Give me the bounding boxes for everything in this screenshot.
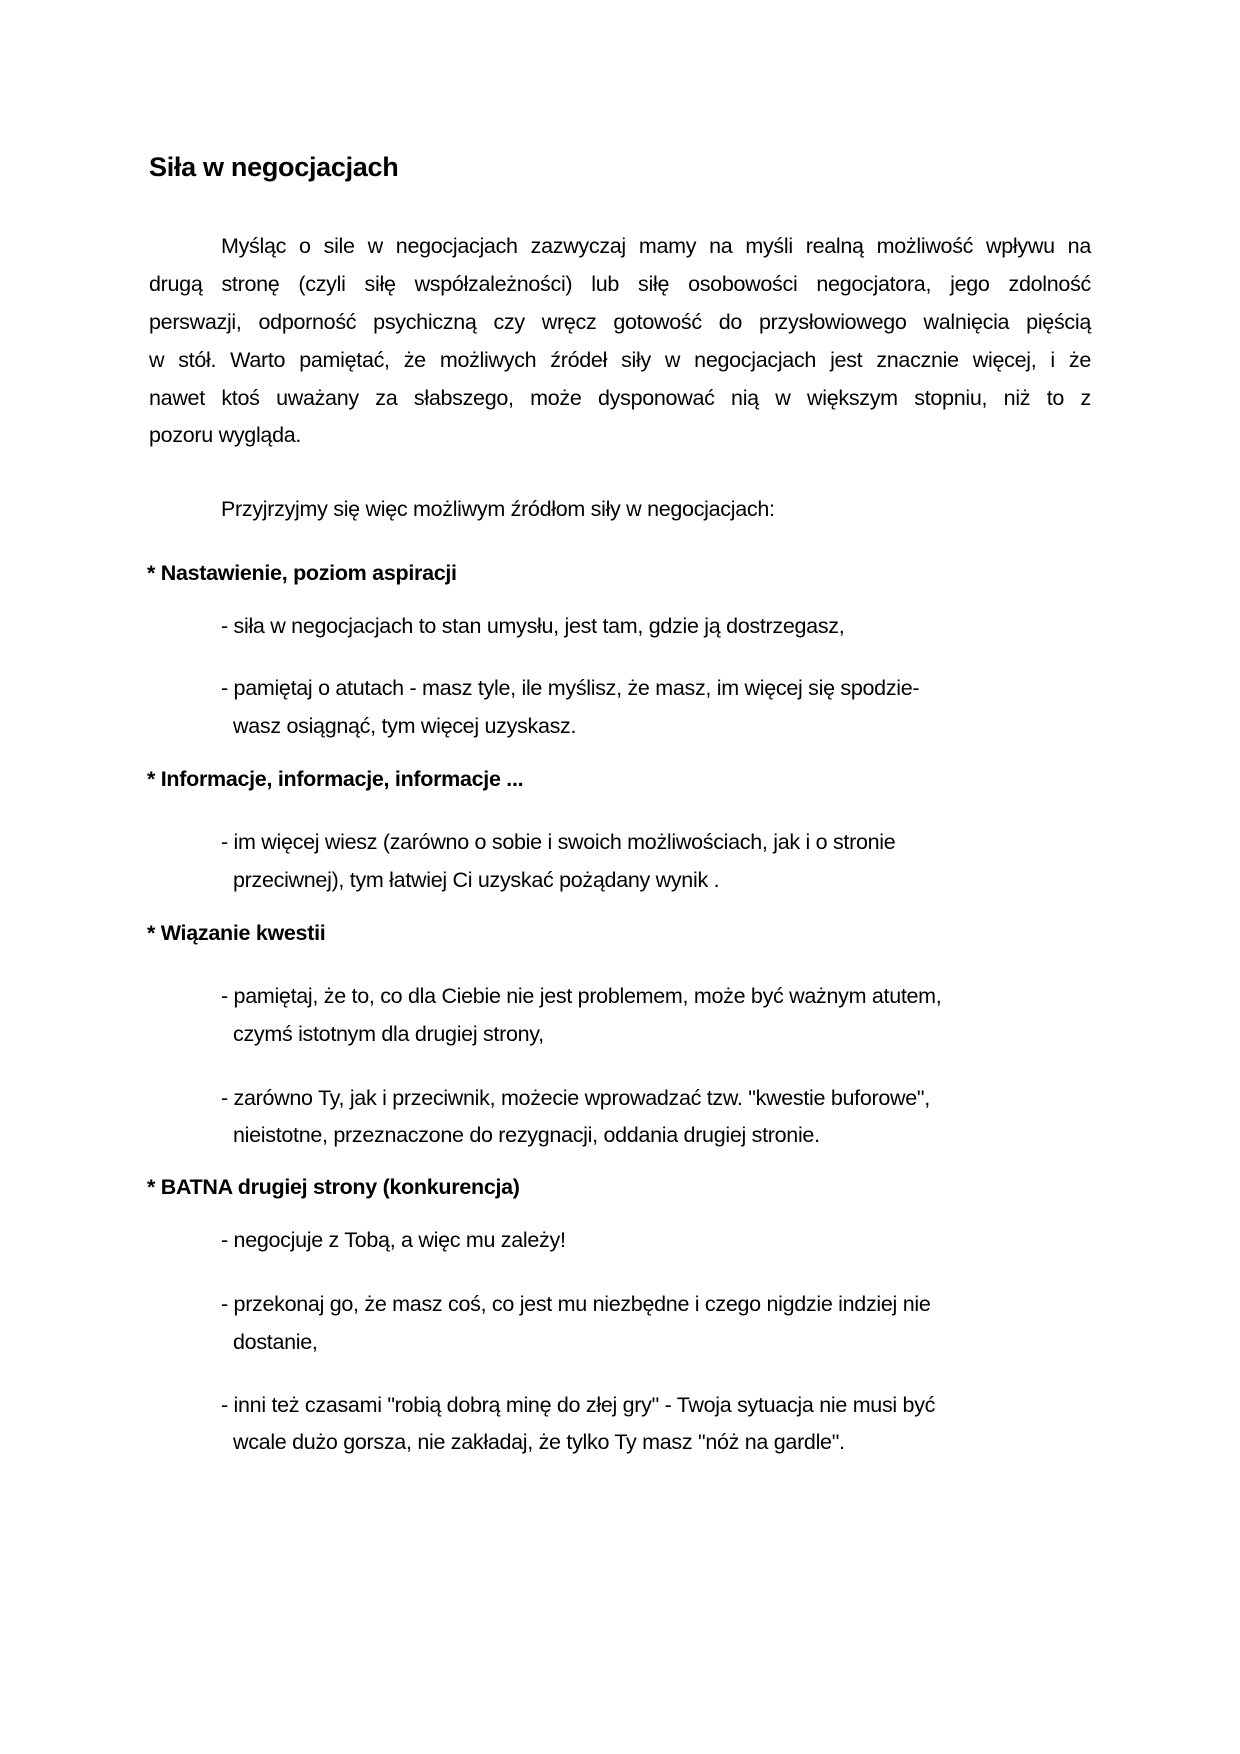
section-heading: * Nastawienie, poziom aspiracji <box>147 561 457 585</box>
section-heading: * BATNA drugiej strony (konkurencja) <box>147 1175 520 1199</box>
intro-line: w stół. Warto pamiętać, że możliwych źródeł siły w negocjacjach jest znacznie więcej, i że <box>149 348 1091 372</box>
bullet-line: - siła w negocjacjach to stan umysłu, jest tam, gdzie ją dostrzegasz, <box>221 614 845 638</box>
bullet-line: - pamiętaj, że to, co dla Ciebie nie jest problemem, może być ważnym atutem, <box>221 984 942 1008</box>
intro-line: nawet ktoś uważany za słabszego, może dysponować nią w większym stopniu, niż to z <box>149 386 1091 410</box>
bullet-line: dostanie, <box>233 1330 318 1354</box>
section-heading: * Informacje, informacje, informacje ... <box>147 767 524 791</box>
bullet-line: czymś istotnym dla drugiej strony, <box>233 1022 544 1046</box>
bullet-line: - przekonaj go, że masz coś, co jest mu niezbędne i czego nigdzie indziej nie <box>221 1292 931 1316</box>
bullet-line: przeciwnej), tym łatwiej Ci uzyskać pożądany wynik . <box>233 868 720 892</box>
lead-sentence: Przyjrzyjmy się więc możliwym źródłom siły w negocjacjach: <box>221 497 775 521</box>
intro-line: perswazji, odporność psychiczną czy wręcz gotowość do przysłowiowego walnięcia pięścią <box>149 310 1091 334</box>
bullet-line: - inni też czasami "robią dobrą minę do złej gry" - Twoja sytuacja nie musi być <box>221 1393 936 1417</box>
bullet-line: nieistotne, przeznaczone do rezygnacji, oddania drugiej stronie. <box>233 1123 820 1147</box>
section-heading: * Wiązanie kwestii <box>147 921 326 945</box>
document-title: Siła w negocjacjach <box>149 152 399 182</box>
bullet-line: wasz osiągnąć, tym więcej uzyskasz. <box>233 714 577 738</box>
intro-line: drugą stronę (czyli siłę współzależności) lub siłę osobowości negocjatora, jego zdolność <box>149 272 1091 296</box>
bullet-line: - pamiętaj o atutach - masz tyle, ile myślisz, że masz, im więcej się spodzie- <box>221 676 920 700</box>
intro-line: pozoru wygląda. <box>149 423 302 447</box>
bullet-line: - negocjuje z Tobą, a więc mu zależy! <box>221 1228 566 1252</box>
intro-line: Myśląc o sile w negocjacjach zazwyczaj mamy na myśli realną możliwość wpływu na <box>221 234 1091 258</box>
bullet-line: - im więcej wiesz (zarówno o sobie i swoich możliwościach, jak i o stronie <box>221 830 896 854</box>
bullet-line: - zarówno Ty, jak i przeciwnik, możecie wprowadzać tzw. "kwestie buforowe", <box>221 1086 930 1110</box>
bullet-line: wcale dużo gorsza, nie zakładaj, że tylko Ty masz "nóż na gardle". <box>233 1430 845 1454</box>
